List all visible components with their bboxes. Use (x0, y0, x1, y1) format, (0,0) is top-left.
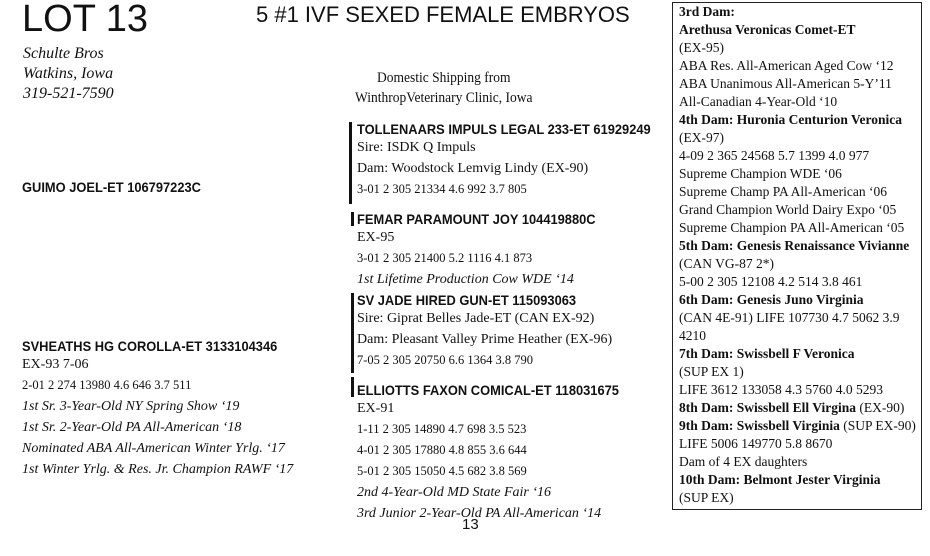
sire-dam-name: FEMAR PARAMOUNT JOY 104419880C (357, 211, 596, 227)
sire-sire-line: Sire: ISDK Q Impuls (357, 140, 476, 155)
dam-sire-sire-line: Sire: Giprat Belles Jade-ET (CAN EX-92) (357, 311, 595, 326)
sire-record: 3-01 2 305 21334 4.6 992 3.7 805 (357, 182, 527, 196)
dam-sire-name: SV JADE HIRED GUN-ET 115093063 (357, 292, 577, 308)
dam-sire-dam-line: Dam: Pleasant Valley Prime Heather (EX-96) (357, 332, 613, 347)
granddam-classification: EX-93 7-06 (22, 357, 89, 372)
dam-box-line: (EX-97) (679, 130, 724, 145)
dam-honor: 3rd Junior 2-Year-Old PA All-American ‘14 (357, 506, 602, 521)
dam-box-line-bold: 9th Dam: Swissbell Virginia (679, 418, 840, 433)
dam-box-line: (CAN 4E-91) LIFE 107730 4.7 5062 3.9 (679, 310, 900, 325)
dam-box-line: (SUP EX) (679, 490, 734, 505)
dam-box-line: 5th Dam: Genesis Renaissance Vivianne (679, 238, 910, 253)
dam-honor: 2nd 4-Year-Old MD State Fair ‘16 (357, 485, 552, 500)
lot-label: LOT 13 (22, 0, 149, 40)
sire-dam-honor: 1st Lifetime Production Cow WDE ‘14 (357, 272, 574, 287)
dam-box-line (679, 417, 921, 435)
dam-box-line: 4210 (679, 328, 706, 343)
dam-sire-bracket (351, 293, 354, 373)
dam-block (357, 382, 642, 524)
dam-record: 4-01 2 305 17880 4.8 855 3.6 644 (357, 443, 527, 457)
grandsire-name: GUIMO JOEL-ET 106797223C (22, 179, 201, 195)
sire-dam-classification: EX-95 (357, 230, 395, 245)
dam-box-line: (EX-95) (679, 40, 724, 55)
dam-box-line: 6th Dam: Genesis Juno Virginia (679, 292, 864, 307)
dam-box-line: 5-00 2 305 12108 4.2 514 3.8 461 (679, 274, 863, 289)
dam-record: 5-01 2 305 15050 4.5 682 3.8 569 (357, 464, 527, 478)
dam-box-line: All-Canadian 4-Year-Old ‘10 (679, 94, 838, 109)
dam-box-line: (SUP EX 1) (679, 364, 744, 379)
granddam-name: SVHEATHS HG COROLLA-ET 3133104346 (22, 338, 278, 354)
dam-box-line (679, 399, 921, 417)
consignor-name: Schulte Bros (23, 45, 104, 62)
dam-sire-block (357, 292, 612, 371)
granddam-honor: Nominated ABA All-American Winter Yrlg. ‘17 (22, 441, 285, 456)
sire-dam-bracket (351, 212, 354, 226)
dam-record: 1-11 2 305 14890 4.7 698 3.5 523 (357, 422, 527, 436)
dam-bracket (351, 377, 354, 397)
dam-box-line: 4th Dam: Huronia Centurion Veronica (679, 112, 903, 127)
dam-box-line-rest: (SUP EX-90) (839, 418, 916, 433)
dam-box-line: Supreme Champ PA All-American ‘06 (679, 184, 887, 199)
dam-pedigree-box (672, 2, 922, 510)
page-number: 13 (462, 516, 479, 533)
shipping-line-1: Domestic Shipping from (377, 70, 511, 86)
consignor-phone: 319-521-7590 (23, 85, 114, 102)
sire-bracket (349, 122, 352, 204)
dam-box-line: 7th Dam: Swissbell F Veronica (679, 346, 855, 361)
dam-box-line: ABA Res. All-American Aged Cow ‘12 (679, 58, 894, 73)
dam-name: ELLIOTTS FAXON COMICAL-ET 118031675 (357, 382, 619, 398)
dam-classification: EX-91 (357, 401, 395, 416)
dam-box-line: 3rd Dam: (679, 4, 735, 19)
headline: 5 #1 IVF SEXED FEMALE EMBRYOS (256, 2, 630, 27)
dam-box-line: 4-09 2 365 24568 5.7 1399 4.0 977 (679, 148, 870, 163)
sire-dam-record: 3-01 2 305 21400 5.2 1116 4.1 873 (357, 251, 533, 265)
consignor-location: Watkins, Iowa (23, 65, 114, 82)
sire-name: TOLLENAARS IMPULS LEGAL 233-ET 61929249 (357, 121, 651, 137)
granddam-honor: 1st Sr. 2-Year-Old PA All-American ‘18 (22, 420, 242, 435)
dam-box-line: 10th Dam: Belmont Jester Virginia (679, 472, 881, 487)
sire-dam-block (357, 211, 616, 290)
dam-box-line: Dam of 4 EX daughters (679, 454, 808, 469)
shipping-note (355, 68, 533, 108)
dam-box-line: Arethusa Veronicas Comet-ET (679, 22, 856, 37)
granddam-honor: 1st Sr. 3-Year-Old NY Spring Show ‘19 (22, 399, 240, 414)
granddam-record: 2-01 2 274 13980 4.6 646 3.7 511 (22, 378, 192, 392)
dam-box-line: LIFE 5006 149770 5.8 8670 (679, 436, 833, 451)
granddam-block (22, 338, 300, 480)
sire-dam-line: Dam: Woodstock Lemvig Lindy (EX-90) (357, 161, 589, 176)
dam-box-line-rest: (EX-90) (856, 400, 905, 415)
dam-box-line: Grand Champion World Dairy Expo ‘05 (679, 202, 897, 217)
consignor-block (23, 44, 114, 104)
dam-box-line: ABA Unanimous All-American 5-Y’11 (679, 76, 892, 91)
dam-box-line: Supreme Champion PA All-American ‘05 (679, 220, 905, 235)
dam-box-line: Supreme Champion WDE ‘06 (679, 166, 842, 181)
dam-box-line-bold: 8th Dam: Swissbell Ell Virgina (679, 400, 857, 415)
dam-box-line: (CAN VG-87 2*) (679, 256, 774, 271)
dam-box-line: LIFE 3612 133058 4.3 5760 4.0 5293 (679, 382, 883, 397)
dam-sire-record: 7-05 2 305 20750 6.6 1364 3.8 790 (357, 353, 534, 367)
sire-block (357, 121, 676, 200)
shipping-line-2: WinthropVeterinary Clinic, Iowa (355, 90, 533, 106)
granddam-honor: 1st Winter Yrlg. & Res. Jr. Champion RAWF ‘17 (22, 462, 294, 477)
